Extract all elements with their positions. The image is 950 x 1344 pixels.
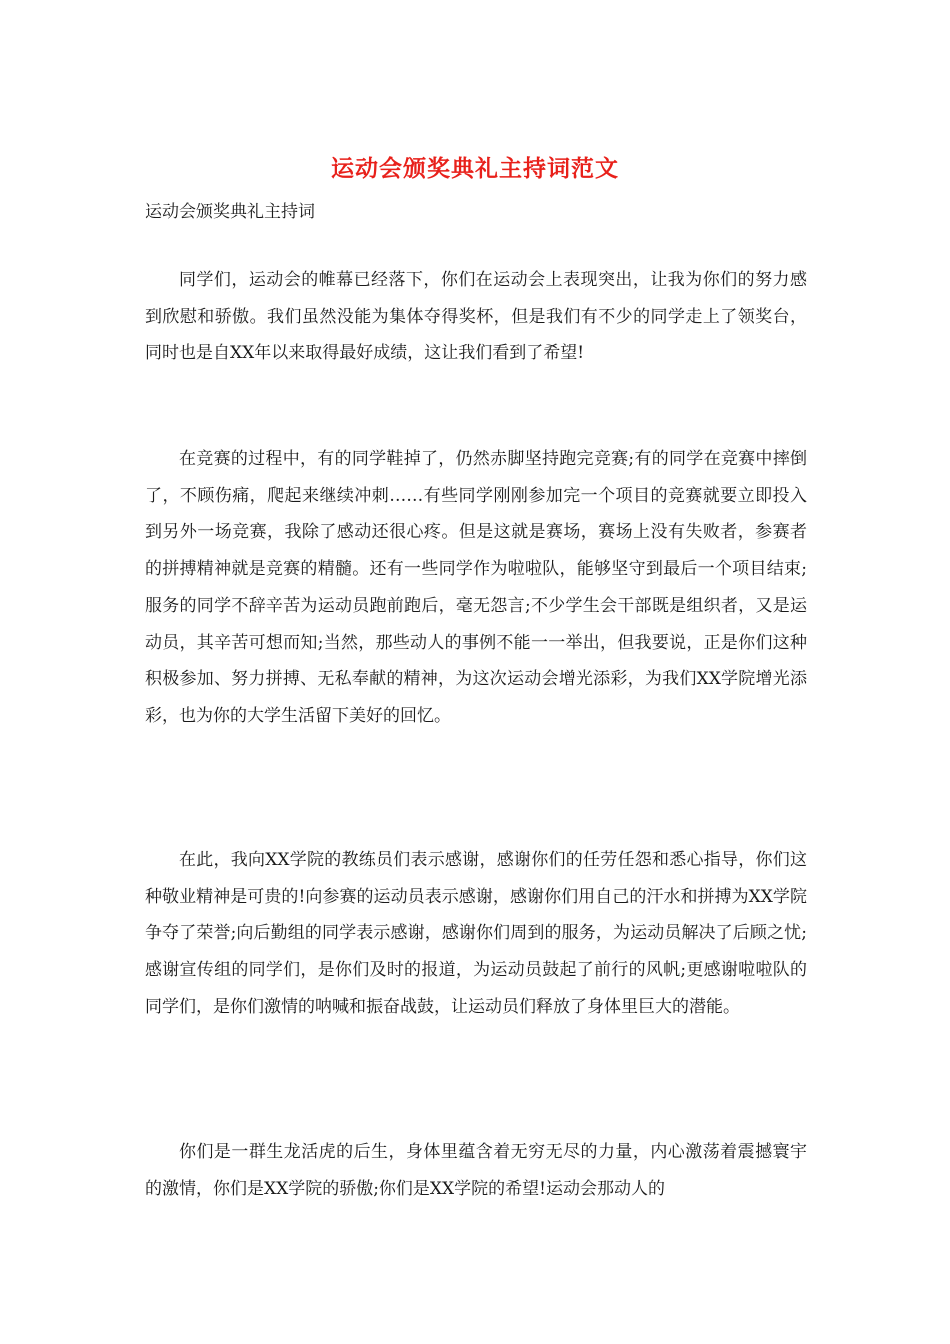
document-subtitle: 运动会颁奖典礼主持词 [145,202,315,222]
paragraph-2: 在竞赛的过程中，有的同学鞋掉了，仍然赤脚坚持跑完竞赛;有的同学在竞赛中摔倒了，不顾伤痛，爬起来继续冲刺……有些同学刚刚参加完一个项目的竞赛就要立即投入到另外一场竞赛，我除了感动还很心疼。但是这就是赛场，赛场上没有失败者，参赛者的拼搏精神就是竞赛的精髓。还有一些同学作为啦啦队，能够坚守到最后一个项目结束;服务的同学不辞辛苦为运动员跑前跑后，毫无怨言;不少学生会干部既是组织者，又是运动员，其辛苦可想而知;当然，那些动人的事例不能一一举出，但我要说，正是你们这种积极参加、努力拼搏、无私奉献的精神，为这次运动会增光添彩，为我们XX学院增光添彩，也为你的大学生活留下美好的回忆。 [145,449,807,726]
paragraph-3: 在此，我向XX学院的教练员们表示感谢，感谢你们的任劳任怨和悉心指导，你们这种敬业精神是可贵的!向参赛的运动员表示感谢，感谢你们用自己的汗水和拼搏为XX学院争夺了荣誉;向后勤组的同学表示感谢，感谢你们周到的服务，为运动员解决了后顾之忧;感谢宣传组的同学们，是你们及时的报道，为运动员鼓起了前行的风帆;更感谢啦啦队的同学们，是你们激情的呐喊和振奋战鼓，让运动员们释放了身体里巨大的潜能。 [145,850,807,1017]
paragraph-1: 同学们，运动会的帷幕已经落下，你们在运动会上表现突出，让我为你们的努力感到欣慰和骄傲。我们虽然没能为集体夺得奖杯，但是我们有不少的同学走上了领奖台，同时也是自XX年以来取得最好成绩，这让我们看到了希望! [145,270,807,364]
paragraph-4: 你们是一群生龙活虎的后生，身体里蕴含着无穷无尽的力量，内心激荡着震撼寰宇的激情，你们是XX学院的骄傲;你们是XX学院的希望!运动会那动人的 [145,1142,807,1199]
document-title: 运动会颁奖典礼主持词范文 [331,155,619,182]
